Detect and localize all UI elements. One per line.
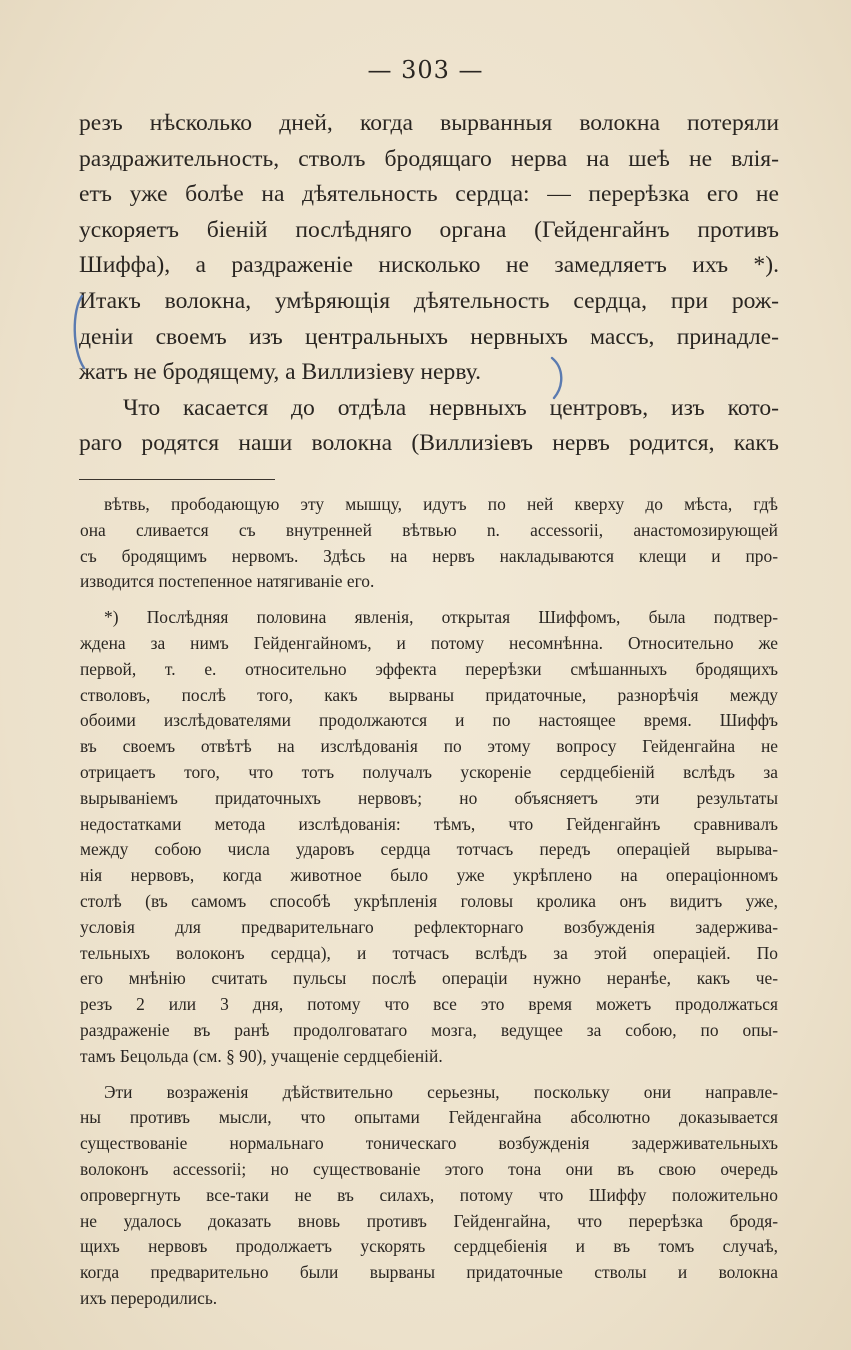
footnote-line: его мнѣнію считать пульсы послѣ операціи нужно неранѣе, какъ че- xyxy=(80,968,778,989)
footnote-line: раздраженіе въ ранѣ продолговатаго мозга, ведущее за собою, по опы- xyxy=(80,1019,778,1040)
footnote-line: нія нервовъ, когда животное было уже укрѣплено на операціонномъ xyxy=(80,865,778,886)
footnote-line: ждена за нимъ Гейденгайномъ, и потому несомнѣнна. Относительно же xyxy=(80,632,778,653)
footnote-line: когда предварительно были вырваны придаточные стволы и волокна xyxy=(80,1262,778,1283)
footnote-line: первой, т. е. относительно эффекта перерѣзки смѣшанныхъ бродящихъ xyxy=(80,658,778,679)
body-line: резъ нѣсколько дней, когда вырванныя волокна потеряли xyxy=(79,110,779,136)
footnote-line: вырываніемъ придаточныхъ нервовъ; но объясняетъ эти результаты xyxy=(80,787,778,808)
pencil-bracket-right-mark xyxy=(548,356,570,400)
footnote-line: съ бродящимъ нервомъ. Здѣсь на нервъ накладываются клещи и про- xyxy=(80,545,778,566)
footnote-paragraph xyxy=(80,1080,778,1312)
footnote-line: Эти возраженія дѣйствительно серьезны, поскольку они направле- xyxy=(104,1081,778,1102)
footnote-line: резъ 2 или 3 дня, потому что все это время можетъ продолжаться xyxy=(80,994,778,1015)
footnote-line: ны противъ мысли, что опытами Гейденгайна абсолютно доказывается xyxy=(80,1107,778,1128)
page-number: — 303 — xyxy=(367,56,484,84)
footnote-line: не удалось доказать вновь противъ Гейденгайна, что перерѣзка бродя- xyxy=(80,1210,778,1231)
footnote-line: изводится постепенное натягиваніе его. xyxy=(80,571,375,592)
footnote-separator xyxy=(79,479,275,480)
footnote-line: въ своемъ отвѣтѣ на изслѣдованія по этому вопросу Гейденгайна не xyxy=(80,736,778,757)
body-line: Итакъ волокна, умѣряющія дѣятельность сердца, при рож- xyxy=(79,287,779,314)
footnote-line: тамъ Бецольда (см. § 90), учащеніе сердцебіеній. xyxy=(80,1045,443,1066)
footnote-line: опровергнуть все-таки не въ силахъ, потому что Шиффу положительно xyxy=(80,1184,778,1205)
footnote-line: вѣтвь, прободающую эту мышцу, идутъ по ней кверху до мѣста, гдѣ xyxy=(104,494,778,514)
footnote-line: тельныхъ волоконъ сердца), и тотчасъ вслѣдъ за этой операціей. По xyxy=(80,942,778,963)
footnote-line: обоими изслѣдователями продолжаются и по настоящее время. Шиффъ xyxy=(80,710,778,731)
footnote-line: волоконъ accessorii; но существованіе этого тона они въ свою очередь xyxy=(80,1158,778,1179)
footnote-line: существованіе нормальнаго тоническаго возбужденія задерживательныхъ xyxy=(80,1133,778,1154)
main-body-text xyxy=(79,106,779,462)
body-line: жатъ не бродящему, а Виллизіеву нерву. xyxy=(79,359,481,386)
body-line: Что касается до отдѣла нервныхъ центровъ, изъ кото- xyxy=(123,394,779,421)
pencil-bracket-left-mark xyxy=(66,292,88,372)
footnotes xyxy=(80,492,778,1322)
footnote-line: столѣ (въ самомъ способѣ укрѣпленія головы кролика онъ видитъ уже, xyxy=(80,890,778,911)
body-line: раго родятся наши волокна (Виллизіевъ нервъ родится, какъ xyxy=(79,430,779,457)
body-line: Шиффа), а раздраженіе нисколько не замедляетъ ихъ *). xyxy=(79,252,779,279)
body-line: ускоряетъ біеній послѣдняго органа (Гейденгайнъ противъ xyxy=(79,216,779,243)
footnote-asterisk xyxy=(80,605,778,1069)
body-line: раздражительность, стволъ бродящаго нерва на шеѣ не влія- xyxy=(79,145,779,172)
body-line: деніи своемъ изъ центральныхъ нервныхъ массъ, принадле- xyxy=(79,323,779,350)
footnote-line: она сливается съ внутренней вѣтвью n. accessorii, анастомозирующей xyxy=(80,519,778,540)
body-line: етъ уже болѣе на дѣятельность сердца: — перерѣзка его не xyxy=(79,181,779,208)
footnote-continuation xyxy=(80,492,778,595)
footnote-line: условія для предварительнаго рефлекторнаго возбужденія задержива- xyxy=(80,916,778,937)
footnote-line: между собою числа ударовъ сердца тотчасъ передъ операціей вырыва- xyxy=(80,839,778,860)
footnote-line: стволовъ, послѣ того, какъ вырваны придаточные, разнорѣчія между xyxy=(80,684,778,705)
footnote-line: недостатками метода изслѣдованія: тѣмъ, что Гейденгайнъ сравнивалъ xyxy=(80,813,778,834)
footnote-line: отрицаетъ того, что тотъ получалъ ускореніе сердцебіеній вслѣдъ за xyxy=(80,761,778,782)
footnote-line: ихъ переродились. xyxy=(80,1287,218,1308)
footnote-line: *) Послѣдняя половина явленія, открытая Шиффомъ, была подтвер- xyxy=(104,607,778,628)
footnote-line: щихъ нервовъ продолжаетъ ускорять сердцебіенія и въ томъ случаѣ, xyxy=(80,1236,778,1257)
